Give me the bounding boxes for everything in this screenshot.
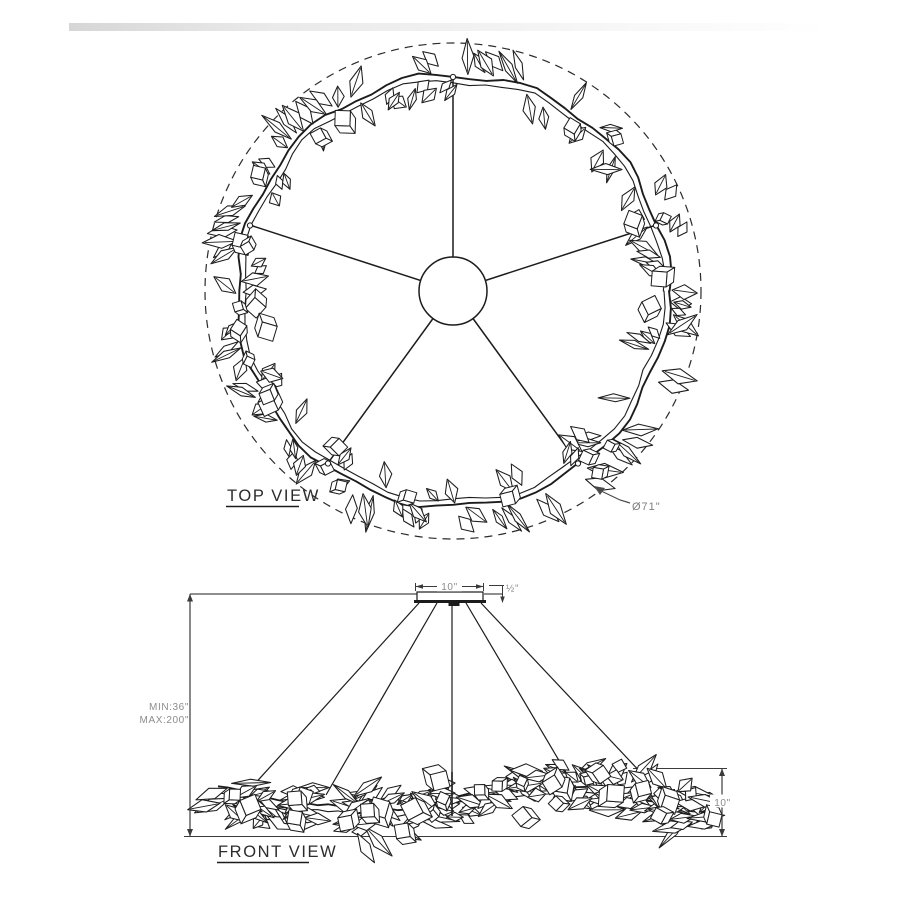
suspension-min-label: MIN:36" bbox=[149, 702, 189, 713]
cable-outer-right bbox=[481, 603, 645, 777]
canopy-stem-nub bbox=[449, 603, 460, 607]
scan-artifact bbox=[69, 23, 830, 31]
top-view bbox=[205, 43, 701, 539]
canopy-width-label: 10" bbox=[441, 582, 458, 593]
arrow-down-icon bbox=[500, 597, 505, 604]
cable-outer-left bbox=[251, 603, 419, 788]
arrow-up-icon bbox=[719, 769, 725, 777]
top-view-title: TOP VIEW bbox=[227, 487, 320, 505]
cable-inner-left bbox=[326, 603, 437, 795]
arrow-down-icon bbox=[719, 829, 725, 837]
front-view-title: FRONT VIEW bbox=[218, 843, 338, 861]
arrow-left-icon bbox=[416, 584, 424, 589]
arrow-down-icon bbox=[187, 829, 193, 837]
diameter-label: Ø71" bbox=[632, 501, 661, 513]
ring-height-label: 10" bbox=[714, 798, 731, 809]
arrow-up-icon bbox=[187, 594, 193, 602]
arrow-right-icon bbox=[476, 584, 484, 589]
canopy-height-label: ½" bbox=[506, 583, 520, 595]
top-view-center-hub bbox=[419, 257, 487, 325]
suspension-max-label: MAX:200" bbox=[139, 715, 189, 726]
ceiling-canopy bbox=[417, 592, 483, 601]
